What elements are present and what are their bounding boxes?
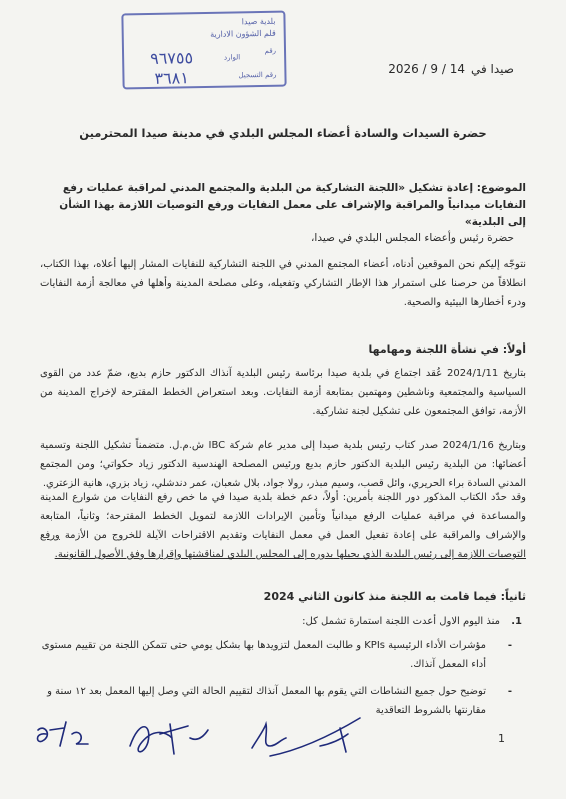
intro-paragraph: نتوجّه إليكم نحن الموقعين أدناه، أعضاء المجتمع المدني في اللجنة التشاركية للنفايات المشار إليها أعلاه، بهذا الكتاب، انطلاقاً من حرصنا على استمرار هذا الإطار التشاركي وتفعيله، وعلى مصلحة المدينة وأهلها في معالجة أزمة النفايات ودرء أخطارها البيئية والصحية. [40,259,526,308]
bullet-item-1-text: مؤشرات الأداء الرئيسية KPIs و طالبت المعمل لتزويدها بها بشكل يومي حتى تتمكن اللجنة من تقييم مستوى أداء المعمل آنذاك. [41,640,486,670]
stamp-label-number: رقم [264,46,277,55]
stamp-label-register: رقم التسجيل [238,70,277,80]
subject: الموضوع: إعادة تشكيل «اللجنة التشاركية من البلدية والمجتمع المدني لمراقبة عمليات رفع النفايات ميدانياً والمراقبة والإشراف على معمل النفايات ورفع التوصيات اللازمة بهذا الشأن إلى البلدية» [59,182,526,228]
signature-3 [252,724,286,748]
stamp-line-2: قلم الشؤون الادارية [210,28,276,39]
stamp-number-2: ٣٦٨١ [154,68,190,88]
list-item-1-number: 1. [511,616,522,627]
signature-1 [38,722,89,746]
stamp-label-date: الوارد [223,53,241,62]
registry-stamp [121,11,286,90]
page-number: 1 [498,732,505,745]
section1-paragraph-1: بتاريخ 2024/1/11 عُقد اجتماع في بلدية صيدا برئاسة رئيس البلدية آنذاك الدكتور حازم بديع، ضمّ عدد من القوى السياسية والمجتمعية وناشطين ومهتمين بمتابعة أزمة النفايات. وبعد استعراض الخطط المقترحة لإخراج المدينة من الأزمة، توافق المجتمعون على تشكيل لجنة تشاركية. [40,368,527,417]
bullet-item-2-text: توضيح حول جميع النشاطات التي يقوم بها المعمل آنذاك لتقييم الحالة التي وصل إليها المعمل بعد ١٢ سنة و مقارنتها بالشروط التعاقدية [47,686,486,716]
paragraph-3-text: وقد حدّد الكتاب المذكور دور اللجنة بأمرين: أولاً، دعم خطة بلدية صيدا في ما خص رفع النفايات من شوارع المدينة والمساعدة في مراقبة عمليات الرفع ميدانياً وتأمين الإيرادات اللازمة لتمويل الخطط المقترحة؛ وثانياً، المتابعة والإشراف والمراقبة على إعادة تفعيل العمل في معمل النفايات وتقديم الاقتراحات الآيلة للخروج من الأزمة [40,492,526,541]
list-item-1-text: منذ اليوم الاول أعدت اللجنة استمارة تشمل كل: [302,616,500,627]
stamp-line-1: بلدية صيدا [241,16,276,27]
list-item-1 [40,612,526,631]
bullet-marker-1: - [507,640,512,651]
stamp-number-1: ٩٦٧٥٥ [149,48,194,68]
addressee: حضرة السيدات والسادة أعضاء المجلس البلدي في مدينة صيدا المحترمين [79,126,487,140]
bullet-marker-2: - [507,686,512,697]
signature-4 [270,718,360,756]
letter-date [388,62,514,76]
date-value: 2026 / 9 / 14 [388,62,465,76]
greeting: حضرة رئيس وأعضاء المجلس البلدي في صيدا، [311,232,514,244]
bullet-item-1 [40,636,526,674]
signature-2 [130,724,208,754]
section1-paragraph-2: وبتاريخ 2024/1/16 صدر كتاب رئيس بلدية صيدا إلى مدير عام شركة IBC ش.م.ل. متضمناً تشكيل اللجنة وتسمية أعضائها: من البلدية رئيس البلدية الدكتور حازم بديع ورئيس المصلحة الهندسية الدكتور زياد حكواتي؛ ومن المجتمع المدني السادة براء الحريري، وائل قصب، وسيم مبذر، رولا جواد، بلال شعبان، عمر دندشلي، زياد بزري، هانية الزعتري. [40,440,526,489]
section2-title: ثانياً: فيما قامت به اللجنة منذ كانون الثاني 2024 [263,590,526,603]
section1-title: أولاً: في نشأة اللجنة ومهامها [368,343,526,356]
signatures [20,708,470,768]
paragraph-3-underlined: ورفع التوصيات اللازمة إلى رئيس البلدية الذي يحيلها بدوره إلى المجلس البلدي لمناقشتها وإقرارها وفق الأصول القانونية. [40,530,526,560]
date-label: صيدا في [471,62,514,76]
section1-paragraph-3 [40,488,526,564]
